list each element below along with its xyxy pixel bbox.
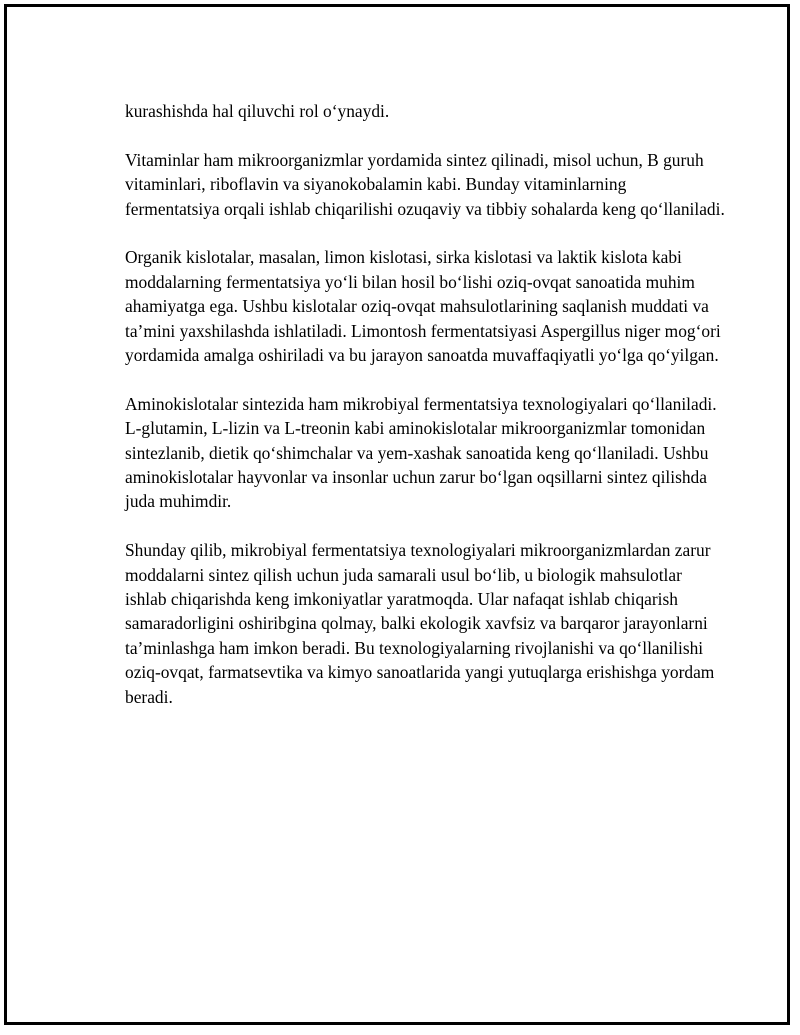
page-border xyxy=(4,4,790,1025)
paragraph-vitamins: Vitaminlar ham mikroorganizmlar yordamida sintez qilinadi, misol uchun, B guruh vitaminlari, riboflavin va siyanokobalamin kabi. Bunday vitaminlarning fermentatsiya orqali ishlab chiqarilishi ozuqaviy va tibbiy sohalarda keng qo‘llaniladi. xyxy=(125,149,725,219)
paragraph-amino-acids: Aminokislotalar sintezida ham mikrobiyal fermentatsiya texnologiyalari qo‘llaniladi. L-glutamin, L-lizin va L-treonin kabi aminokislotalar mikroorganizmlar tomonidan sintezlanib, dietik qo‘shimchalar va yem-xashak sanoatida keng qo‘llaniladi. Ushbu aminokislotalar hayvonlar va insonlar uchun zarur bo‘lgan oqsillarni sintez qilishda juda muhimdir. xyxy=(125,393,717,512)
document-body xyxy=(125,99,725,733)
paragraph-organic-acids: Organik kislotalar, masalan, limon kislotasi, sirka kislotasi va laktik kislota kabi moddalarning fermentatsiya yo‘li bilan hosil bo‘lishi oziq-ovqat sanoatida muhim ahamiyatga ega. Ushbu kislotalar oziq-ovqat mahsulotlarining saqlanish muddati va ta’mini yaxshilashda ishlatiladi. Limontosh fermentatsiyasi Aspergillus niger mog‘ori yordamida amalga oshiriladi va bu jarayon sanoatda muvaffaqiyatli yo‘lga qo‘yilgan. xyxy=(125,247,721,366)
paragraph-conclusion: Shunday qilib, mikrobiyal fermentatsiya texnologiyalari mikroorganizmlardan zarur moddalarni sintez qilish uchun juda samarali usul bo‘lib, u biologik mahsulotlar ishlab chiqarishda keng imkoniyatlar yaratmoqda. Ular nafaqat ishlab chiqarish samaradorligini oshiribgina qolmay, balki ekologik xavfsiz va barqaror jarayonlarni ta’minlashga ham imkon beradi. Bu texnologiyalarning rivojlanishi va qo‘llanilishi oziq-ovqat, farmatsevtika va kimyo sanoatlarida yangi yutuqlarga erishishga yordam beradi. xyxy=(125,540,715,707)
paragraph-continuation: kurashishda hal qiluvchi rol o‘ynaydi. xyxy=(125,101,390,121)
